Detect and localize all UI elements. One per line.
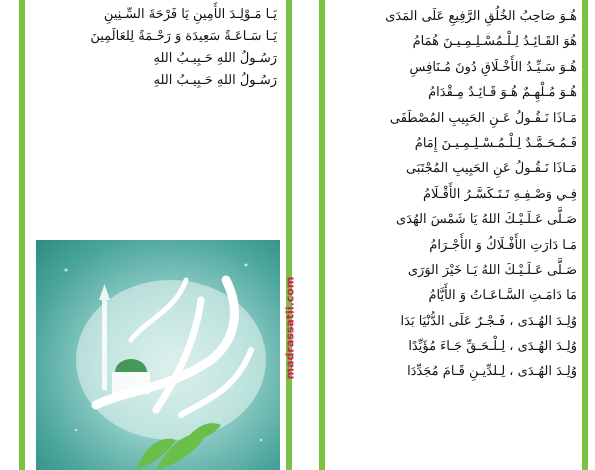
right-border-green — [582, 0, 588, 470]
right-poem-line: صَـلَّى عَـلَـيْـكَ اللهُ يَـا خَيْرَ الوَرَى — [407, 262, 577, 278]
left-poem — [27, 4, 277, 92]
right-poem-line: وُلِـدَ الهُـدَى ، لِـلدِّيـنِ قَـامَ مُجَدِّدَا — [407, 364, 577, 380]
right-poem-line: وُلِـدَ الهُـدَى ، فَـجْـرٌ عَلَى الدُّنْيَا بَدَا — [400, 313, 577, 329]
right-poem-line: فِـي وَصْـفِـهِ تَـتَـكَسَّـرُ الأَقْـلَامُ — [422, 186, 577, 202]
left-border-green — [19, 0, 25, 470]
site-watermark — [282, 258, 298, 398]
right-poem-line: هُـوَ سَـيِّـدُ الأَخْـلَاقِ دُونَ مُـنَافِسِ — [409, 59, 577, 75]
right-poem-line: مَا دَامَـتِ السَّـاعَـاتُ وَ الأَيَّامُ — [428, 288, 577, 304]
right-poem-line: مَـا دَارَتِ الأَفْـلَاكُ وَ الأَجْـرَامُ — [429, 237, 577, 253]
calligraphy-artwork-graphic — [36, 240, 280, 470]
right-poem-line: مَـاذَا نَـقُـولُ عَنِ الحَبِيبِ المُجْتَبَى — [405, 161, 577, 177]
left-poem-line: يَـا مَـوْلِـدَ الأَمِينِ يَا فَرْحَةَ السِّـنِينِ — [103, 7, 277, 22]
left-poem-line: رَسُـولُ اللهِ حَـبِيـبُ اللهِ — [153, 73, 277, 88]
right-poem-line: هُـوَ مُـلْهِـمٌ هُـوَ قَـائِـدٌ مِـقْدَامُ — [428, 85, 577, 101]
right-poem-line: وُلِـدَ الهُـدَى ، لِـلْـحَـقِّ جَـاءَ مُؤَيِّدًا — [408, 339, 577, 355]
right-poem-line: مَـاذَا نَـقُـولُ عَـنِ الحَبِيبِ المُصْطَفَى — [389, 110, 577, 126]
center-border-left-green — [286, 0, 292, 470]
right-poem-line: هُوَ القَـائِـدُ لِـلْـمُسْـلِـمِـيـنَ هُمَامُ — [412, 34, 577, 50]
watermark-text: madrassatii.com — [283, 276, 297, 380]
right-poem-line: صَـلَّى عَـلَـيْـكَ اللهُ يَا شَمْسَ الهُدَى — [396, 212, 577, 228]
mawlid-artwork — [36, 240, 280, 470]
right-poem-line: فَـمُـحَـمَّـدٌ لِـلْـمُـسْـلِـمِـيـنَ إِمَامُ — [414, 135, 577, 151]
center-border-right-green — [319, 0, 325, 470]
right-poem-line: هُـوَ صَاحِبُ الخُلُقِ الرَّفِيعِ عَلَى المَدَى — [385, 9, 577, 24]
right-poem — [332, 4, 577, 385]
left-poem-line: رَسُـولُ اللهِ حَـبِيـبُ اللهِ — [153, 51, 277, 66]
left-poem-line: يَـا سَـاعَـةً سَعِيدَة وَ رَحْـمَةً لِلعَالَمِينَ — [90, 29, 277, 44]
